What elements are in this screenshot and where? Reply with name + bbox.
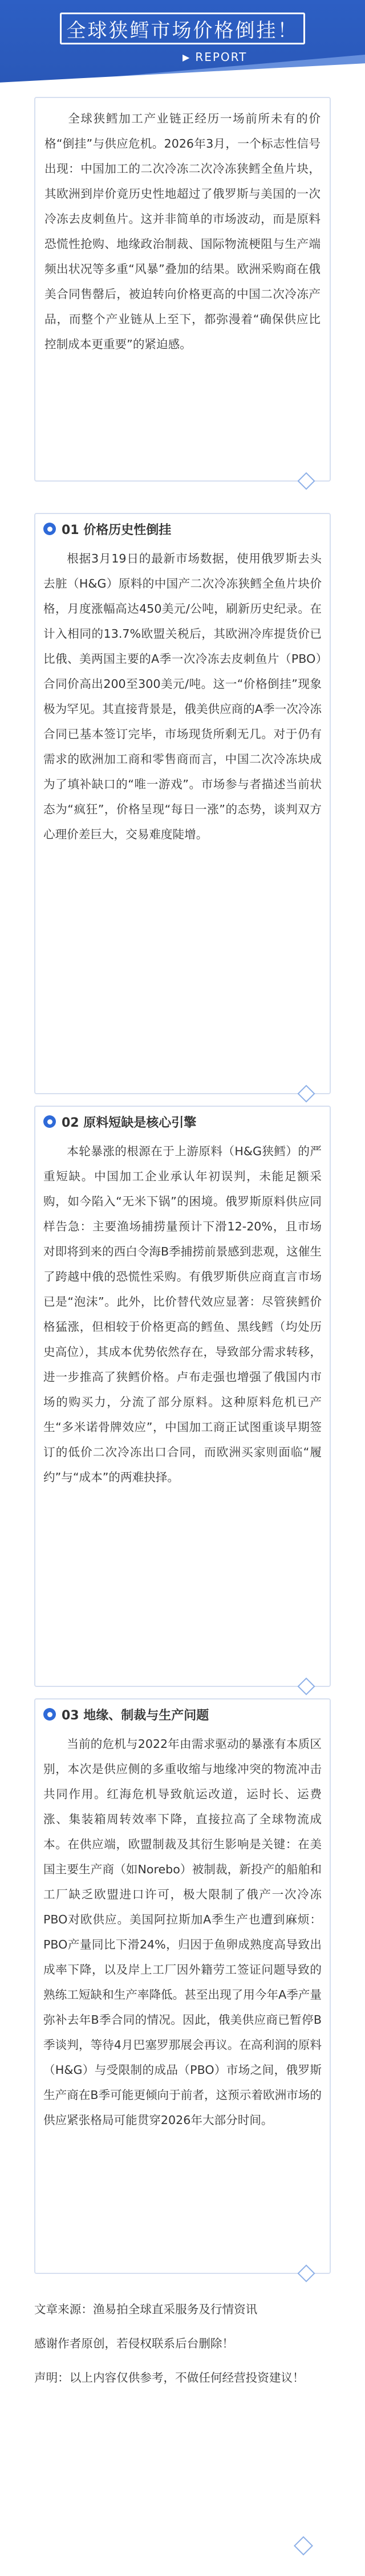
diamond-icon [297, 2264, 315, 2282]
thanks-note: 感谢作者原创，若侵权联系后台删除！ [34, 2337, 234, 2350]
section-body [34, 543, 331, 847]
bullet-dot-icon [43, 1115, 56, 1128]
intro-paragraph: 全球狭鳕加工产业链正经历一场前所未有的价格“倒挂”与供应危机。2026年3月，一个标志性信号出现：中国加工的二次冷冻二次冷冻狭鳕全鱼片块，其欧洲到岸价竟历史性地超过了俄罗斯与美国的一次冷冻去皮刺鱼片。这并非简单的市场波动，而是原料恐慌性抢购、地缘政治制裁、国际物流梗阻与生产端频出状况等多重“风暴”叠加的结果。欧洲采购商在俄美合同售罄后，被迫转向价格更高的中国二次冷冻产品，而整个产业链从上至下，都弥漫着“确保供应比控制成本更重要”的紧迫感。 [44, 112, 321, 351]
arrow-icon: ▶ [182, 51, 191, 63]
diamond-icon [297, 1677, 315, 1695]
section-heading [34, 1701, 331, 1728]
disclaimer-note: 声明：以上内容仅供参考，不做任何经营投资建议！ [34, 2371, 305, 2385]
bullet-dot-icon [43, 1708, 56, 1721]
diamond-icon [297, 472, 315, 490]
source-note: 文章来源：渔易拍全球直采服务及行情资讯 [34, 2302, 258, 2316]
bullet-dot-icon [43, 523, 56, 535]
page-title: 全球狭鳕市场价格倒挂！ [60, 13, 305, 44]
section-raw-material-shortage [34, 1108, 331, 1490]
section-price-inversion [34, 515, 331, 847]
section-paragraph: 当前的危机与2022年由需求驱动的暴涨有本质区别，本次是供应侧的多重收缩与地缘冲突的物流冲击共同作用。红海危机导致航运改道，运时长、运费涨、集装箱周转效率下降，直接拉高了全球物流成本。在供应端，欧盟制裁及其衍生影响是关键：在美国主要生产商（如Norebo）被制裁，新投产的船舶和工厂缺乏欧盟进口许可，极大限制了俄产一次冷冻PBO对欧供应。美国阿拉斯加A季生产也遭到麻烦：PBO产量同比下滑24%，归因于鱼卵成熟度高导致出成率下降，以及岸上工厂因外籍劳工签证问题导致的熟练工短缺和生产率降低。甚至出现了用今年A季产量弥补去年B季合同的情况。因此，俄美供应商已暂停B季谈判，等待4月巴塞罗那展会再议。在高利润的原料（H&G）与受限制的成品（PBO）市场之间，俄罗斯生产商在B季可能更倾向于前者，这预示着欧洲市场的供应紧张格局可能贯穿2026年大部分时间。 [43, 1737, 322, 2127]
section-paragraph: 根据3月19日的最新市场数据，使用俄罗斯去头去脏（H&G）原料的中国产二次冷冻狭鳕全鱼片块价格，月度涨幅高达450美元/公吨，刷新历史纪录。在计入相同的13.7%欧盟关税后，其欧洲冷库提货价已比俄、美两国主要的A季一次冷冻去皮刺鱼片（PBO）合同价高出200至300美元/吨。这一“价格倒挂”现象极为罕见。其直接背景是，俄美供应商的A季一次冷冻合同已基本签订完毕，市场现货所剩无几。对于仍有需求的欧洲加工商和零售商而言，中国二次冷冻块成为了填补缺口的“唯一游戏”。市场参与者描述当前状态为“疯狂”，价格呈现“每日一涨”的态势，谈判双方心理价差巨大，交易难度陡增。 [43, 552, 322, 841]
section-heading-text: 02 原料短缺是核心引擎 [62, 1115, 197, 1130]
header-banner [0, 0, 365, 83]
section-heading [34, 515, 331, 543]
end-diamond-icon [294, 2536, 313, 2555]
sections [34, 513, 331, 2280]
report-label-text: REPORT [195, 50, 248, 64]
intro-card [34, 97, 331, 482]
article-footer [34, 2297, 331, 2399]
section-geopolitics-production [34, 1701, 331, 2133]
diamond-icon [297, 1085, 315, 1102]
section-heading-text: 01 价格历史性倒挂 [62, 523, 172, 537]
section-heading [34, 1108, 331, 1135]
section-body [34, 1135, 331, 1490]
report-label [182, 50, 308, 64]
section-paragraph: 本轮暴涨的根源在于上游原料（H&G狭鳕）的严重短缺。中国加工企业承认年初误判，未能足额采购，如今陷入“无米下锅”的困境。俄罗斯原料供应同样告急：主要渔场捕捞量预计下滑12-20%，且市场对即将到来的西白令海B季捕捞前景感到悲观，这催生了跨越中俄的恐慌性采购。有俄罗斯供应商直言市场已是“泡沫”。此外，比价替代效应显著：尽管狭鳕价格猛涨，但相较于价格更高的鳕鱼、黑线鳕（均处历史高位），其成本优势依然存在，导致部分需求转移，进一步推高了狭鳕价格。卢布走强也增强了俄国内市场的购买力，分流了部分原料。这种原料危机已产生“多米诺骨牌效应”，中国加工商正试图重谈早期签订的低价二次冷冻出口合同，而欧洲买家则面临“履约”与“成本”的两难抉择。 [43, 1144, 322, 1484]
section-body [34, 1728, 331, 2133]
section-heading-text: 03 地缘、制裁与生产问题 [62, 1708, 209, 1723]
